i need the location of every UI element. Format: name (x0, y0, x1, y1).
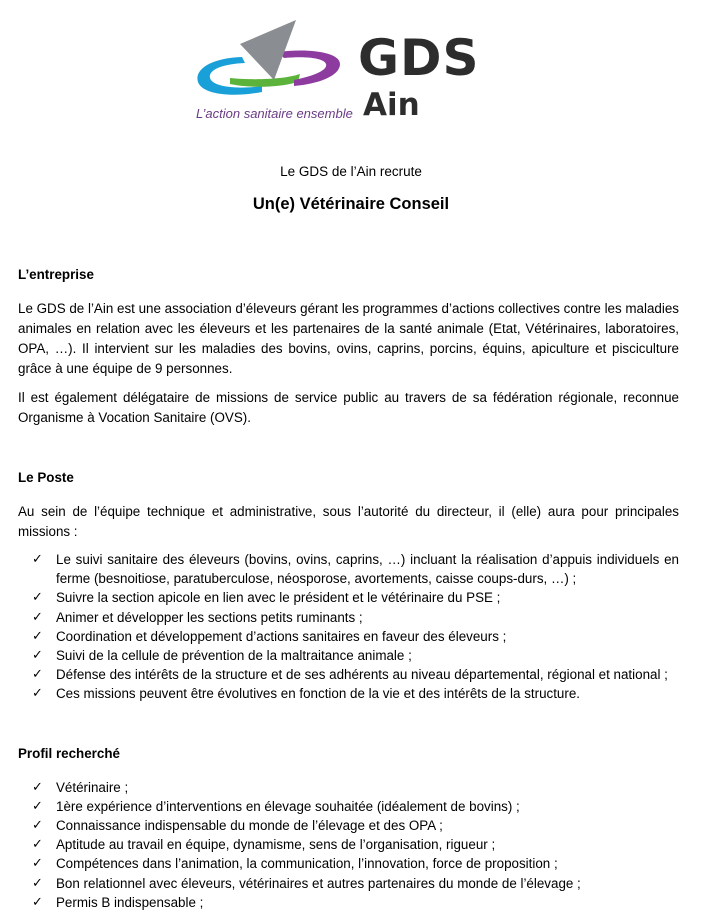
gds-ain-logo (190, 14, 520, 126)
job-title: Un(e) Vétérinaire Conseil (252, 195, 450, 213)
checkmark-icon: ✓ (32, 667, 43, 683)
list-item: ✓ 1ère expérience d’interventions en élevage souhaitée (idéalement de bovins) ; (18, 797, 679, 816)
list-item: ✓ Animer et développer les sections petits ruminants ; (18, 608, 679, 627)
profile-list (18, 778, 679, 912)
checkmark-icon: ✓ (32, 837, 43, 853)
gds-logo-mark-icon (190, 14, 350, 114)
checkmark-icon: ✓ (32, 648, 43, 664)
checkmark-icon: ✓ (32, 552, 43, 567)
logo-gds-text: GDS (358, 29, 480, 87)
list-item: ✓ Ces missions peuvent être évolutives en fonction de la vie et des intérêts de la structure. (18, 684, 679, 703)
list-item: ✓ Bon relationnel avec éleveurs, vétérinaires et autres partenaires du monde de l’élevage ; (18, 874, 679, 893)
missions-list (18, 550, 679, 704)
checkmark-icon: ✓ (32, 609, 43, 625)
poste-intro: Au sein de l’équipe technique et administrative, sous l’autorité du directeur, il (elle) aura pour principales missions : (18, 504, 679, 539)
checkmark-icon: ✓ (32, 779, 43, 795)
entreprise-paragraph-1: Le GDS de l’Ain est une association d’éleveurs gérant les programmes d’actions collectives contre les maladies animales en relation avec les éleveurs et les partenaires de la santé animale (Etat, Vétérinaires, laboratoires, OPA, …). Il intervient sur les maladies des bovins, ovins, caprins, porcins, équins, apiculture et pisciculture grâce à une équipe de 9 personnes. (18, 301, 679, 376)
logo-tagline: L’action sanitaire ensemble (196, 106, 353, 121)
list-item: ✓ Permis B indispensable ; (18, 893, 679, 912)
list-item: ✓ Le suivi sanitaire des éleveurs (bovins, ovins, caprins, …) incluant la réalisation d’appuis individuels en ferme (besnoitiose, paratuberculose, néosporose, avortements, caisse coups-durs, …) ; (32, 552, 679, 587)
checkmark-icon: ✓ (32, 875, 43, 891)
section-heading-profil: Profil recherché (18, 745, 120, 761)
section-heading-entreprise: L’entreprise (18, 267, 94, 282)
checkmark-icon: ✓ (32, 818, 43, 834)
intro-line: Le GDS de l’Ain recrute (280, 164, 422, 179)
list-item: ✓ Vétérinaire ; (18, 778, 679, 797)
list-item: ✓ Défense des intérêts de la structure et de ses adhérents au niveau départemental, régional et national ; (18, 665, 679, 684)
list-item: ✓ Coordination et développement d’actions sanitaires en faveur des éleveurs ; (18, 627, 679, 646)
checkmark-icon: ✓ (32, 686, 43, 702)
checkmark-icon: ✓ (32, 798, 43, 814)
list-item: ✓ Compétences dans l’animation, la communication, l’innovation, force de proposition ; (18, 854, 679, 873)
entreprise-paragraph-2: Il est également délégataire de missions de service public au travers de sa fédération régionale, reconnue Organisme à Vocation Sanitaire (OVS). (18, 390, 679, 425)
document-body (18, 265, 679, 912)
checkmark-icon: ✓ (32, 856, 43, 872)
checkmark-icon: ✓ (32, 894, 43, 910)
list-item: ✓ Connaissance indispensable du monde de l’élevage et des OPA ; (18, 816, 679, 835)
checkmark-icon: ✓ (32, 590, 43, 606)
logo-ain-text: Ain (363, 87, 420, 123)
checkmark-icon: ✓ (32, 628, 43, 644)
section-heading-poste: Le Poste (18, 470, 74, 485)
list-item: ✓ Suivre la section apicole en lien avec le président et le vétérinaire du PSE ; (18, 588, 679, 607)
list-item: ✓ Suivi de la cellule de prévention de la maltraitance animale ; (18, 646, 679, 665)
list-item: ✓ Aptitude au travail en équipe, dynamisme, sens de l’organisation, rigueur ; (18, 835, 679, 854)
